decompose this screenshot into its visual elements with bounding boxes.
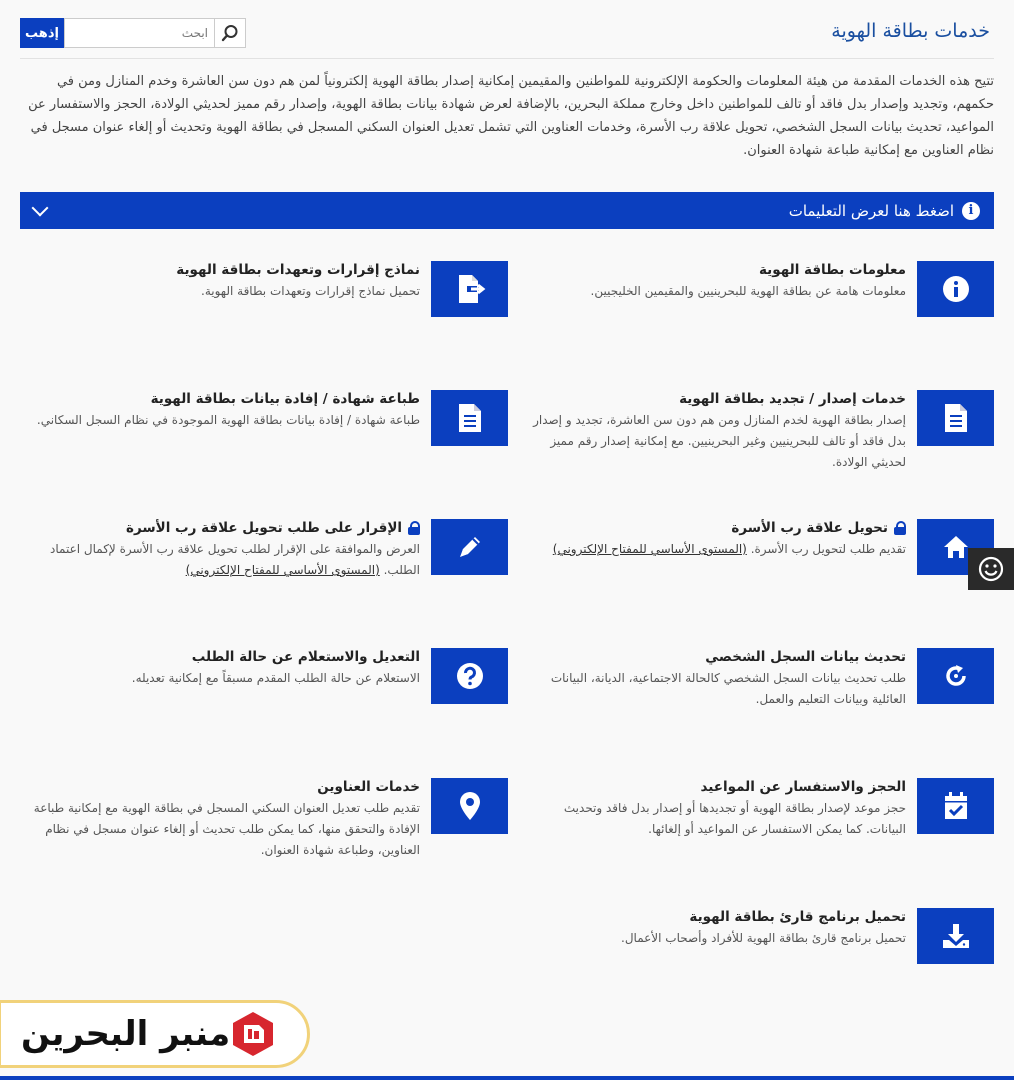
service-card[interactable]	[20, 519, 508, 581]
service-title[interactable]	[20, 519, 420, 537]
intro-text: تتيح هذه الخدمات المقدمة من هيئة المعلومات والحكومة الإلكترونية للمواطنين والمقيمين إمكانية إصدار بطاقة الهوية إلكترونياً لمن هم دون سن العاشرة وخدم المنازل ومن في حكمهم، وتجديد وإصدار بدل فاقد أو تالف للمواطنين داخل وخارج مملكة البحرين، بالإضافة لعرض شهادة بيانات بطاقة الهوية، وإصدار رقم مميز لحديثي الولادة، الحجز والاستفسار عن المواعيد، تحديث بيانات السجل الشخصي، تحويل علاقة رب الأسرة، وخدمات العناوين التي تشمل تعديل العنوان السكني المسجل في بطاقة الهوية وتحديث أو إلغاء عنوان مسجل في نظام العناوين مع إمكانية طباعة شهادة العنوان.	[28, 74, 994, 158]
service-card[interactable]	[524, 648, 994, 710]
service-desc: طباعة شهادة / إفادة بيانات بطاقة الهوية الموجودة في نظام السجل السكاني.	[36, 413, 420, 427]
service-desc: طلب تحديث بيانات السجل الشخصي كالحالة الاجتماعية، الديانة، البيانات العائلية وبيانات التعليم والعمل.	[550, 671, 906, 706]
service-title[interactable]: طباعة شهادة / إفادة بيانات بطاقة الهوية	[150, 391, 420, 407]
search-icon[interactable]	[214, 18, 246, 48]
instructions-toggle[interactable]	[20, 192, 994, 229]
lock-icon	[894, 521, 906, 535]
service-desc: إصدار بطاقة الهوية لخدم المنازل ومن هم دون سن العاشرة، تجديد و إصدار بدل فاقد أو تالف للبحرينيين وغير البحرينيين. مع إمكانية إصدار رقم مميز لحديثي الولادة.	[533, 413, 906, 469]
service-title[interactable]: الحجز والاستفسار عن المواعيد	[700, 779, 906, 795]
service-title[interactable]: خدمات العناوين	[317, 779, 420, 795]
service-card[interactable]	[524, 261, 994, 317]
pencil-icon[interactable]	[431, 519, 508, 575]
service-desc: تحميل نماذج إقرارات وتعهدات بطاقة الهوية.	[201, 284, 420, 298]
service-card[interactable]	[524, 390, 994, 473]
service-title[interactable]: تحديث بيانات السجل الشخصي	[705, 649, 906, 665]
info-icon[interactable]	[917, 261, 994, 317]
brand-name: منبر البحرين	[21, 1014, 231, 1054]
service-desc: تقديم طلب تعديل العنوان السكني المسجل في بطاقة الهوية مع إمكانية طباعة الإفادة والتحقق منها، كما يمكن طلب تحديث أو إلغاء عنوان مسجل في نظام العناوين، وطباعة شهادة العنوان.	[33, 801, 420, 857]
search-input[interactable]	[64, 18, 214, 48]
smiley-icon	[978, 556, 1004, 582]
refresh-icon[interactable]	[917, 648, 994, 704]
download-icon[interactable]	[917, 908, 994, 964]
lock-icon	[408, 521, 420, 535]
brand-logo-icon	[230, 1009, 276, 1059]
service-title-text: تحويل علاقة رب الأسرة	[731, 520, 888, 536]
document-icon[interactable]	[917, 390, 994, 446]
service-desc	[20, 539, 420, 581]
service-desc-text: تقديم طلب لتحويل رب الأسرة.	[750, 542, 906, 556]
service-title[interactable]: التعديل والاستعلام عن حالة الطلب	[191, 649, 420, 665]
ekey-level-link[interactable]: (المستوى الأساسي للمفتاح الإلكتروني)	[552, 542, 747, 556]
service-card[interactable]	[524, 519, 994, 575]
question-icon[interactable]	[431, 648, 508, 704]
header-divider	[20, 58, 994, 59]
service-desc: الاستعلام عن حالة الطلب المقدم مسبقاً مع إمكانية تعديله.	[131, 671, 420, 685]
go-button[interactable]: إذهب	[20, 18, 64, 48]
info-icon: i	[962, 202, 980, 220]
bottom-line	[0, 1076, 1014, 1080]
service-desc-text: العرض والموافقة على الإقرار لطلب تحويل علاقة رب الأسرة لإكمال اعتماد الطلب.	[50, 542, 420, 577]
service-card[interactable]	[20, 390, 508, 446]
chevron-down-icon	[32, 199, 49, 216]
service-title[interactable]	[553, 519, 906, 537]
service-title[interactable]: معلومات بطاقة الهوية	[759, 262, 906, 278]
feedback-button[interactable]	[968, 548, 1014, 590]
service-desc	[553, 539, 906, 560]
service-card[interactable]	[20, 261, 508, 317]
service-title[interactable]: خدمات إصدار / تجديد بطاقة الهوية	[679, 391, 906, 407]
map-pin-icon[interactable]	[431, 778, 508, 834]
service-title[interactable]: تحميل برنامج قارئ بطاقة الهوية	[689, 909, 906, 925]
brand-watermark	[0, 1000, 310, 1068]
calendar-check-icon[interactable]	[917, 778, 994, 834]
service-card[interactable]	[524, 778, 994, 840]
service-desc: حجز موعد لإصدار بطاقة الهوية أو تجديدها أو إصدار بدل فاقد وتحديث البيانات. كما يمكن الاستفسار عن المواعيد أو إلغائها.	[563, 801, 906, 836]
document-icon[interactable]	[431, 390, 508, 446]
service-desc: تحميل برنامج قارئ بطاقة الهوية للأفراد وأصحاب الأعمال.	[621, 931, 906, 945]
service-card[interactable]	[20, 778, 508, 861]
document-export-icon[interactable]	[431, 261, 508, 317]
service-card[interactable]	[524, 908, 994, 964]
instructions-label: اضغط هنا لعرض التعليمات	[788, 201, 954, 220]
service-card[interactable]	[20, 648, 508, 704]
ekey-level-link[interactable]: (المستوى الأساسي للمفتاح الإلكتروني)	[185, 563, 380, 577]
service-desc: معلومات هامة عن بطاقة الهوية للبحرينيين والمقيمين الخليجيين.	[590, 284, 906, 298]
service-title[interactable]: نماذج إقرارات وتعهدات بطاقة الهوية	[176, 262, 420, 278]
service-title-text: الإقرار على طلب تحويل علاقة رب الأسرة	[126, 520, 402, 536]
search-box	[20, 18, 248, 48]
page-title: خدمات بطاقة الهوية	[831, 20, 990, 42]
